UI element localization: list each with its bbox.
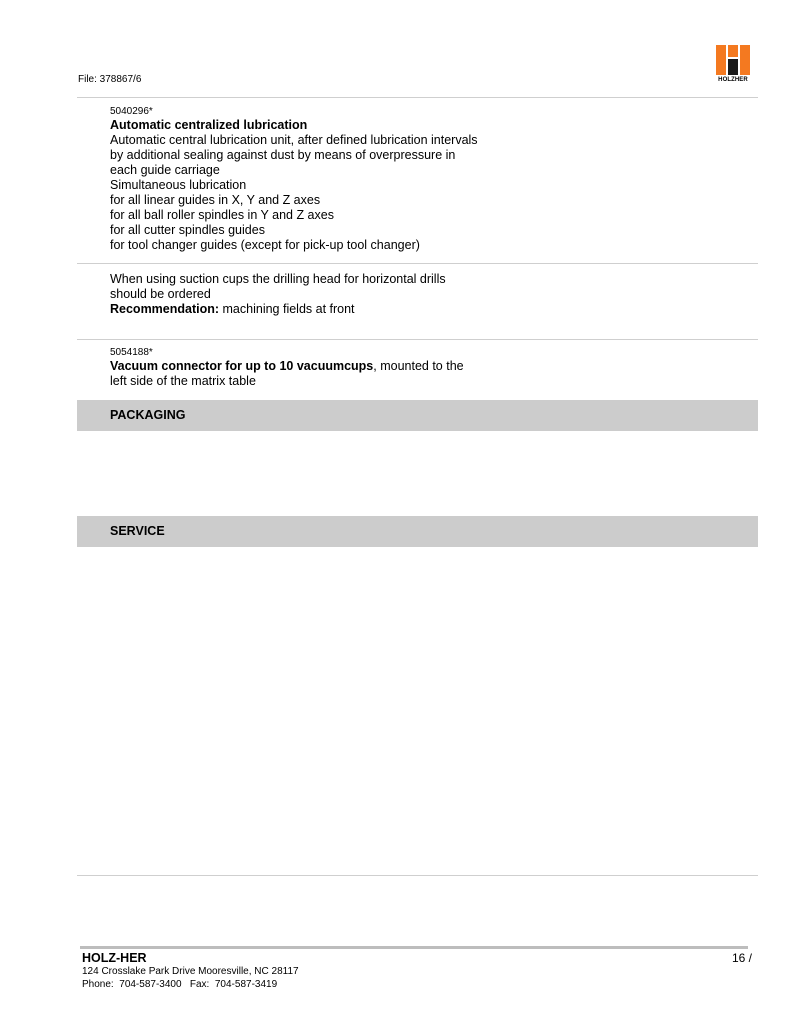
recommendation-text: machining fields at front bbox=[219, 302, 355, 316]
desc-line: Automatic central lubrication unit, after defined lubrication intervals bbox=[110, 133, 478, 147]
recommendation-label: Recommendation: bbox=[110, 302, 220, 316]
desc-line: for all ball roller spindles in Y and Z axes bbox=[110, 208, 334, 222]
desc-line: for all cutter spindles guides bbox=[110, 223, 265, 237]
footer-phone: Phone: 704-587-3400 Fax: 704-587-3419 bbox=[82, 979, 278, 990]
file-reference: File: 378867/6 bbox=[78, 74, 142, 85]
desc-line: Simultaneous lubrication bbox=[110, 178, 247, 192]
item-title-rest: , mounted to the bbox=[373, 359, 464, 373]
page-number: 16 / bbox=[731, 951, 752, 965]
divider bbox=[77, 263, 758, 264]
item-vacuum-connector bbox=[110, 346, 530, 389]
footer-contact bbox=[82, 965, 299, 991]
footer-rule bbox=[80, 946, 748, 949]
desc-line: left side of the matrix table bbox=[110, 374, 256, 388]
divider bbox=[77, 97, 758, 98]
article-number: 5054188* bbox=[110, 347, 153, 358]
desc-line: each guide carriage bbox=[110, 163, 220, 177]
item-title: Vacuum connector for up to 10 vacuumcups bbox=[110, 359, 374, 373]
logo-wordmark: HOLZHER bbox=[718, 77, 748, 83]
section-title: PACKAGING bbox=[110, 408, 186, 422]
desc-line: should be ordered bbox=[110, 287, 211, 301]
divider bbox=[77, 875, 758, 876]
item-title: Automatic centralized lubrication bbox=[110, 118, 308, 132]
item-title-line bbox=[110, 359, 530, 374]
section-title: SERVICE bbox=[110, 524, 165, 538]
desc-line: When using suction cups the drilling head for horizontal drills bbox=[110, 272, 446, 286]
footer-company: HOLZ-HER bbox=[82, 951, 147, 965]
recommendation bbox=[110, 302, 530, 317]
divider bbox=[77, 339, 758, 340]
section-service bbox=[77, 516, 758, 547]
desc-line: for all linear guides in X, Y and Z axes bbox=[110, 193, 321, 207]
desc-line: by additional sealing against dust by means of overpressure in bbox=[110, 148, 456, 162]
footer-address: 124 Crosslake Park Drive Mooresville, NC 28117 bbox=[82, 966, 299, 977]
article-number: 5040296* bbox=[110, 106, 153, 117]
item-suction-cups-note bbox=[110, 272, 530, 317]
section-packaging bbox=[77, 400, 758, 431]
desc-line: for tool changer guides (except for pick-up tool changer) bbox=[110, 238, 420, 252]
item-centralized-lubrication bbox=[110, 105, 530, 253]
